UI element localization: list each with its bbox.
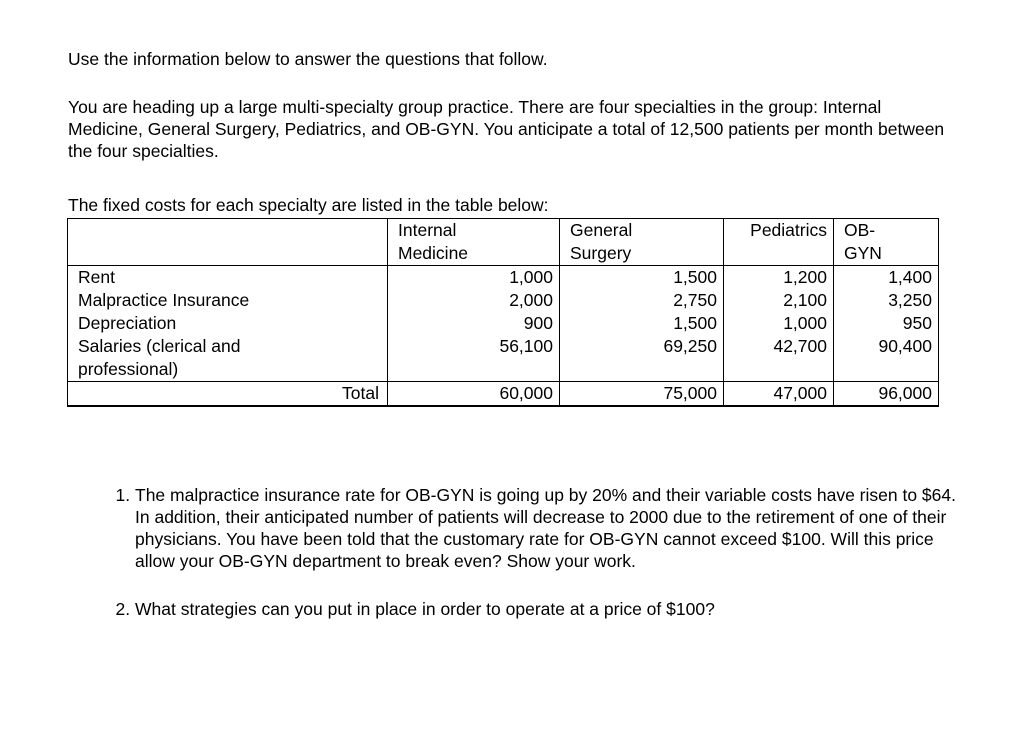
fixed-costs-table — [67, 218, 939, 407]
row-label: Rent — [68, 266, 388, 290]
header-ob-gyn: OB- GYN — [834, 219, 939, 266]
cell-value: 42,700 — [724, 335, 834, 382]
cell-value: 2,750 — [560, 289, 724, 312]
total-value: 47,000 — [724, 382, 834, 407]
cell-value: 1,400 — [834, 266, 939, 290]
cell-value: 950 — [834, 312, 939, 335]
cell-value: 3,250 — [834, 289, 939, 312]
table-caption: The fixed costs for each specialty are listed in the table below: — [68, 195, 549, 215]
header-blank-cell — [68, 219, 388, 266]
cell-value: 1,200 — [724, 266, 834, 290]
cell-value: 56,100 — [388, 335, 560, 382]
table-row — [68, 289, 939, 312]
cell-value: 2,000 — [388, 289, 560, 312]
cell-value: 900 — [388, 312, 560, 335]
table-total-row — [68, 382, 939, 407]
total-value: 60,000 — [388, 382, 560, 407]
cell-value: 1,500 — [560, 266, 724, 290]
table-header-row — [68, 219, 939, 266]
intro-text: Use the information below to answer the questions that follow. — [68, 49, 548, 69]
question-1: 1. The malpractice insurance rate for OB-GYN is going up by 20% and their variable costs have risen to $64. In addition, their anticipated number of patients will decrease to 2000 due to the retirement of one of their physicians. You have been told that the customary rate for OB-GYN cannot exceed $100. Will this price allow your OB-GYN department to break even? Show your work. — [135, 484, 975, 572]
question-2: 2. What strategies can you put in place in order to operate at a price of $100? — [135, 598, 975, 620]
table-row — [68, 266, 939, 290]
total-label: Total — [68, 382, 388, 407]
cell-value: 69,250 — [560, 335, 724, 382]
cell-value: 1,000 — [724, 312, 834, 335]
cell-value: 1,500 — [560, 312, 724, 335]
row-label: Depreciation — [68, 312, 388, 335]
total-value: 75,000 — [560, 382, 724, 407]
table-row — [68, 335, 939, 382]
cell-value: 1,000 — [388, 266, 560, 290]
cell-value: 90,400 — [834, 335, 939, 382]
cell-value: 2,100 — [724, 289, 834, 312]
header-internal-medicine: Internal Medicine — [388, 219, 560, 266]
total-value: 96,000 — [834, 382, 939, 407]
header-general-surgery: General Surgery — [560, 219, 724, 266]
table-row — [68, 312, 939, 335]
question-list — [100, 484, 975, 646]
scenario-paragraph: You are heading up a large multi-specialty group practice. There are four specialties in the group: Internal Medicine, General Surgery, Pediatrics, and OB-GYN. You anticipate a total of 12,500 patients per month between the four specialties. — [68, 97, 945, 161]
row-label: Malpractice Insurance — [68, 289, 388, 312]
row-label: Salaries (clerical and professional) — [68, 335, 388, 382]
header-pediatrics: Pediatrics — [724, 219, 834, 266]
